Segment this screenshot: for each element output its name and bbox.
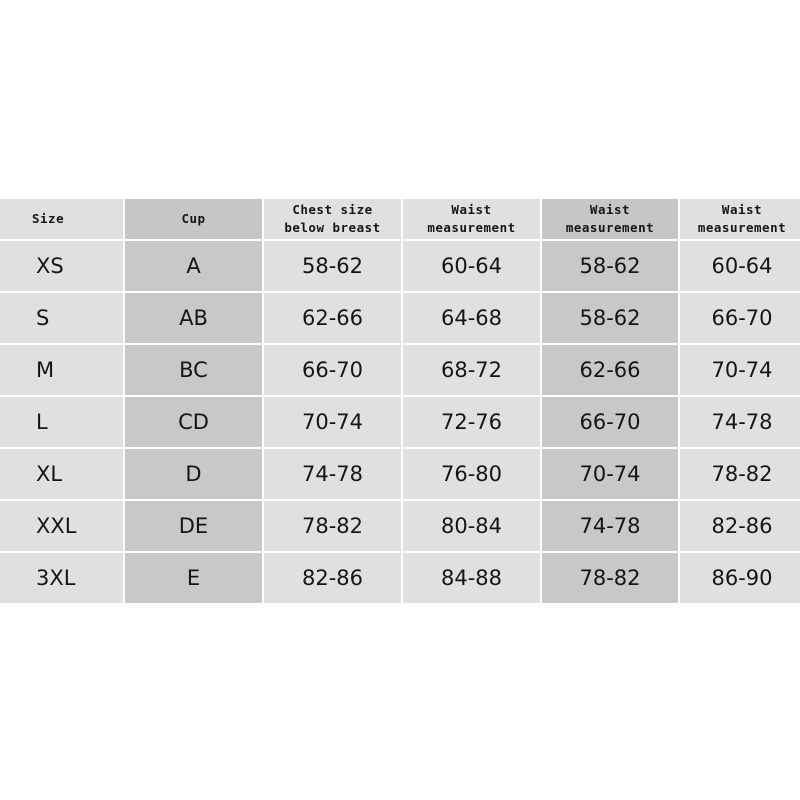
waist-cell: 76-80	[403, 449, 540, 499]
waist-cell: 74-78	[680, 397, 800, 447]
waist-cell: 60-64	[680, 241, 800, 291]
size-cell: XL	[0, 449, 123, 499]
waist-cell: 66-70	[542, 397, 678, 447]
header-waist-3: Waist measurement	[680, 199, 800, 239]
table-row	[0, 241, 800, 291]
table-row	[0, 293, 800, 343]
waist-cell: 60-64	[403, 241, 540, 291]
waist-cell: 58-62	[542, 293, 678, 343]
header-cup: Cup	[125, 199, 262, 239]
cup-cell: DE	[125, 501, 262, 551]
waist-cell: 70-74	[680, 345, 800, 395]
waist-cell: 70-74	[542, 449, 678, 499]
cup-cell: AB	[125, 293, 262, 343]
cup-cell: D	[125, 449, 262, 499]
cup-cell: E	[125, 553, 262, 603]
waist-cell: 78-82	[542, 553, 678, 603]
header-row	[0, 199, 800, 239]
table-row	[0, 397, 800, 447]
waist-cell: 74-78	[542, 501, 678, 551]
header-waist-1: Waist measurement	[403, 199, 540, 239]
waist-cell: 68-72	[403, 345, 540, 395]
waist-cell: 80-84	[403, 501, 540, 551]
chest-cell: 58-62	[264, 241, 401, 291]
cup-cell: A	[125, 241, 262, 291]
header-size: Size	[0, 199, 123, 239]
waist-cell: 72-76	[403, 397, 540, 447]
chest-cell: 70-74	[264, 397, 401, 447]
size-cell: XS	[0, 241, 123, 291]
size-cell: XXL	[0, 501, 123, 551]
waist-cell: 84-88	[403, 553, 540, 603]
waist-cell: 78-82	[680, 449, 800, 499]
waist-cell: 66-70	[680, 293, 800, 343]
table-row	[0, 345, 800, 395]
size-chart	[0, 197, 800, 605]
chest-cell: 62-66	[264, 293, 401, 343]
table-row	[0, 553, 800, 603]
size-cell: M	[0, 345, 123, 395]
waist-cell: 82-86	[680, 501, 800, 551]
table-row	[0, 501, 800, 551]
chest-cell: 74-78	[264, 449, 401, 499]
chest-cell: 78-82	[264, 501, 401, 551]
waist-cell: 64-68	[403, 293, 540, 343]
waist-cell: 86-90	[680, 553, 800, 603]
size-cell: L	[0, 397, 123, 447]
size-table	[0, 197, 800, 605]
size-cell: S	[0, 293, 123, 343]
header-chest-size: Chest size below breast	[264, 199, 401, 239]
cup-cell: BC	[125, 345, 262, 395]
chest-cell: 66-70	[264, 345, 401, 395]
chest-cell: 82-86	[264, 553, 401, 603]
table-row	[0, 449, 800, 499]
header-waist-2: Waist measurement	[542, 199, 678, 239]
waist-cell: 58-62	[542, 241, 678, 291]
waist-cell: 62-66	[542, 345, 678, 395]
cup-cell: CD	[125, 397, 262, 447]
size-cell: 3XL	[0, 553, 123, 603]
